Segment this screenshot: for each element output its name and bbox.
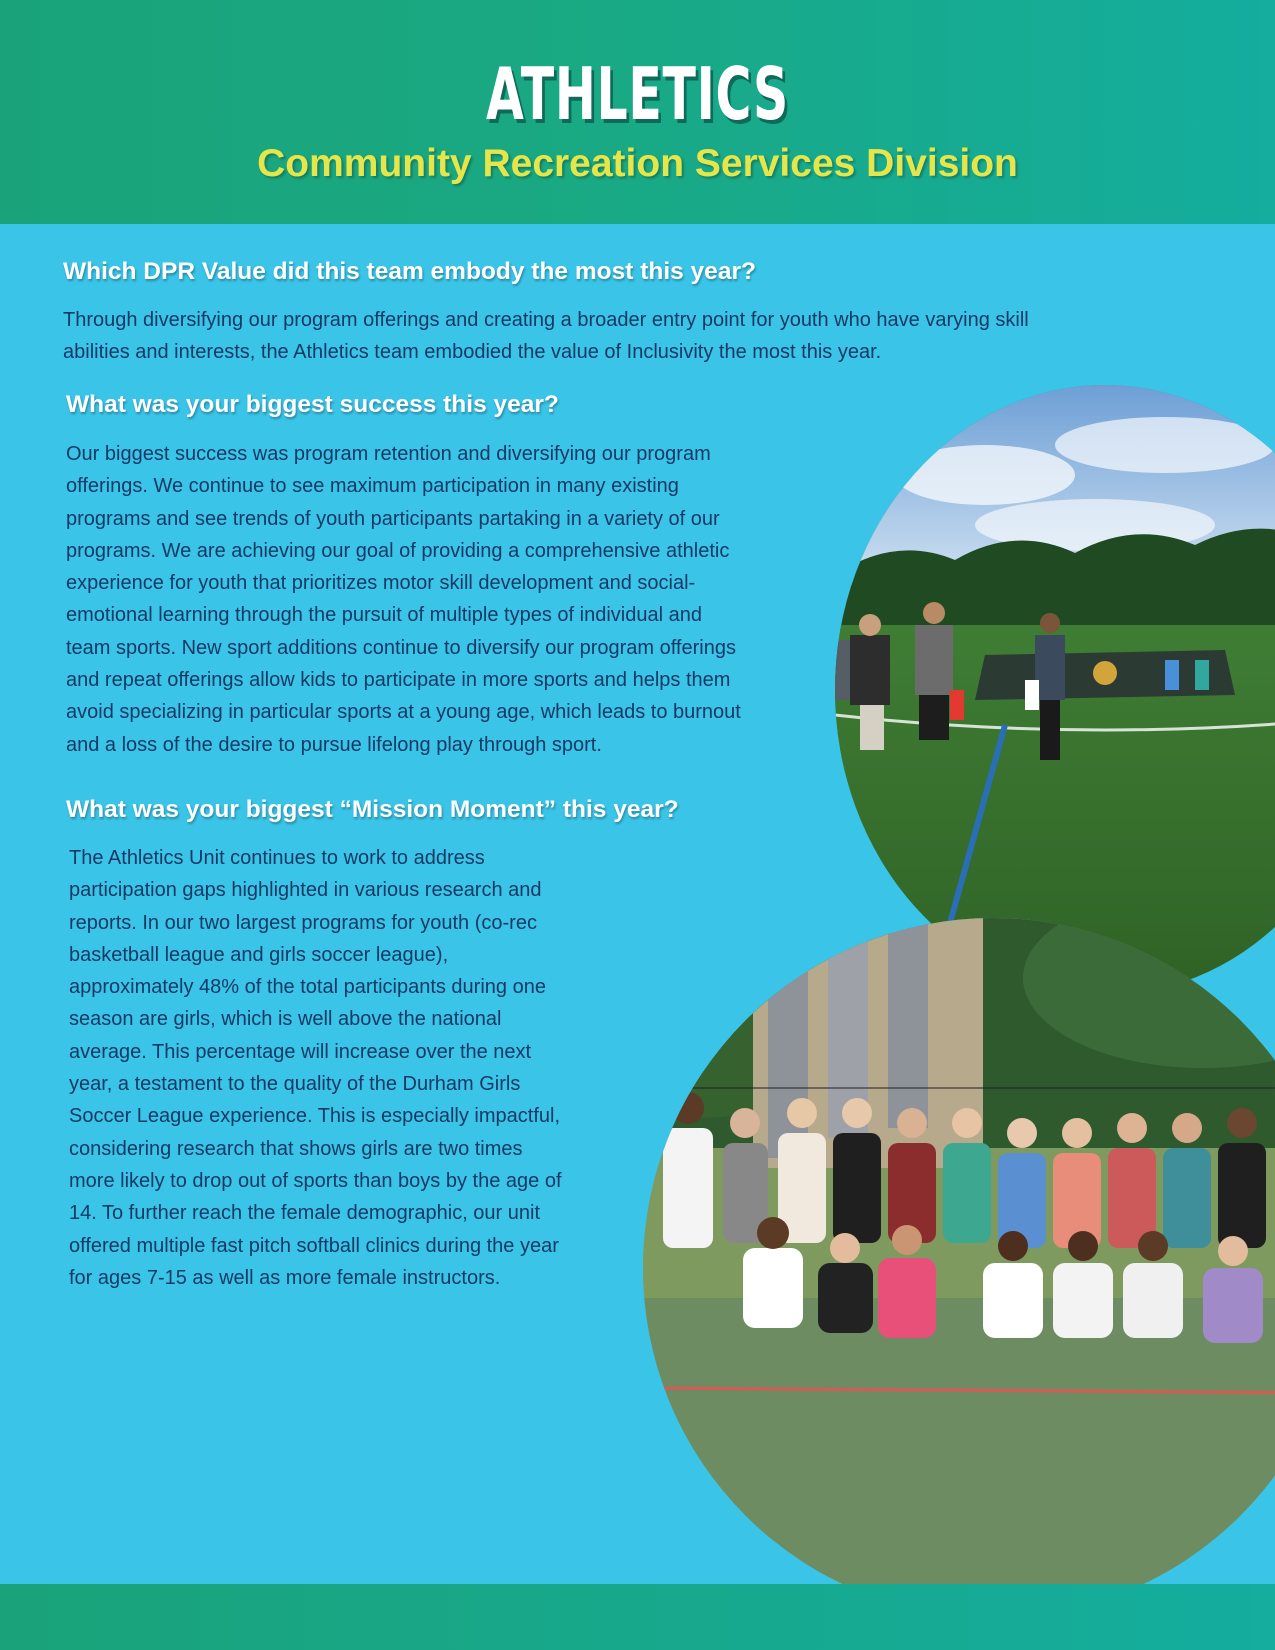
answer-line: offered multiple fast pitch softball clinics during the year [69,1234,559,1257]
answer-line: more likely to drop out of sports than boys by the age of [69,1169,562,1192]
answer-line: offerings. We continue to see maximum participation in many existing [66,475,679,498]
page-subtitle: Community Recreation Services Division [257,142,1018,185]
answer-line: experience for youth that prioritizes motor skill development and social- [66,572,696,595]
answer-line: participation gaps highlighted in various research and [69,879,542,902]
answer-line: and a loss of the desire to pursue lifelong play through sport. [66,733,602,756]
answer-line: Our biggest success was program retention and diversifying our program [66,443,711,465]
answer-line: abilities and interests, the Athletics team embodied the value of Inclusivity the most this year. [63,341,882,364]
section-question-mission-moment: What was your biggest “Mission Moment” this year? [66,796,679,823]
answer-line: 14. To further reach the female demographic, our unit [69,1202,541,1225]
header-band [0,0,1275,224]
answer-line: basketball league and girls soccer league), [69,943,449,966]
section-answer-mission-moment [69,842,669,1294]
answer-line: considering research that shows girls are two times [69,1137,523,1160]
answer-line: emotional learning through the pursuit of multiple types of individual and [66,604,702,627]
answer-line: team sports. New sport additions continue to diversify our program offerings [66,636,736,659]
answer-line: avoid specializing in particular sports at a young age, which leads to burnout [66,701,741,724]
section-answer-dpr-value [63,304,1243,369]
answer-line: average. This percentage will increase over the next [69,1040,532,1063]
answer-line: programs and see trends of youth participants partaking in a variety of our [66,507,720,530]
answer-line: and repeat offerings allow kids to participate in more sports and helps them [66,669,731,692]
answer-line: approximately 48% of the total participants during one [69,976,546,999]
page-title: ATHLETICS [486,52,789,136]
answer-line: Through diversifying our program offerings and creating a broader entry point for youth who have varying skill [63,309,1029,331]
answer-line: The Athletics Unit continues to work to address [69,847,485,869]
answer-line: reports. In our two largest programs for youth (co-rec [69,911,537,934]
section-question-dpr-value: Which DPR Value did this team embody the most this year? [63,258,756,285]
section-answer-biggest-success [66,438,846,761]
section-question-biggest-success: What was your biggest success this year? [66,391,559,418]
footer-band [0,1584,1275,1650]
pickleball-group-photo [643,918,1275,1618]
answer-line: programs. We are achieving our goal of providing a comprehensive athletic [66,539,730,562]
answer-line: Soccer League experience. This is especially impactful, [69,1105,560,1128]
soccer-field-photo [835,385,1275,995]
answer-line: for ages 7-15 as well as more female instructors. [69,1266,501,1289]
answer-line: year, a testament to the quality of the Durham Girls [69,1073,521,1096]
answer-line: season are girls, which is well above the national [69,1008,502,1031]
